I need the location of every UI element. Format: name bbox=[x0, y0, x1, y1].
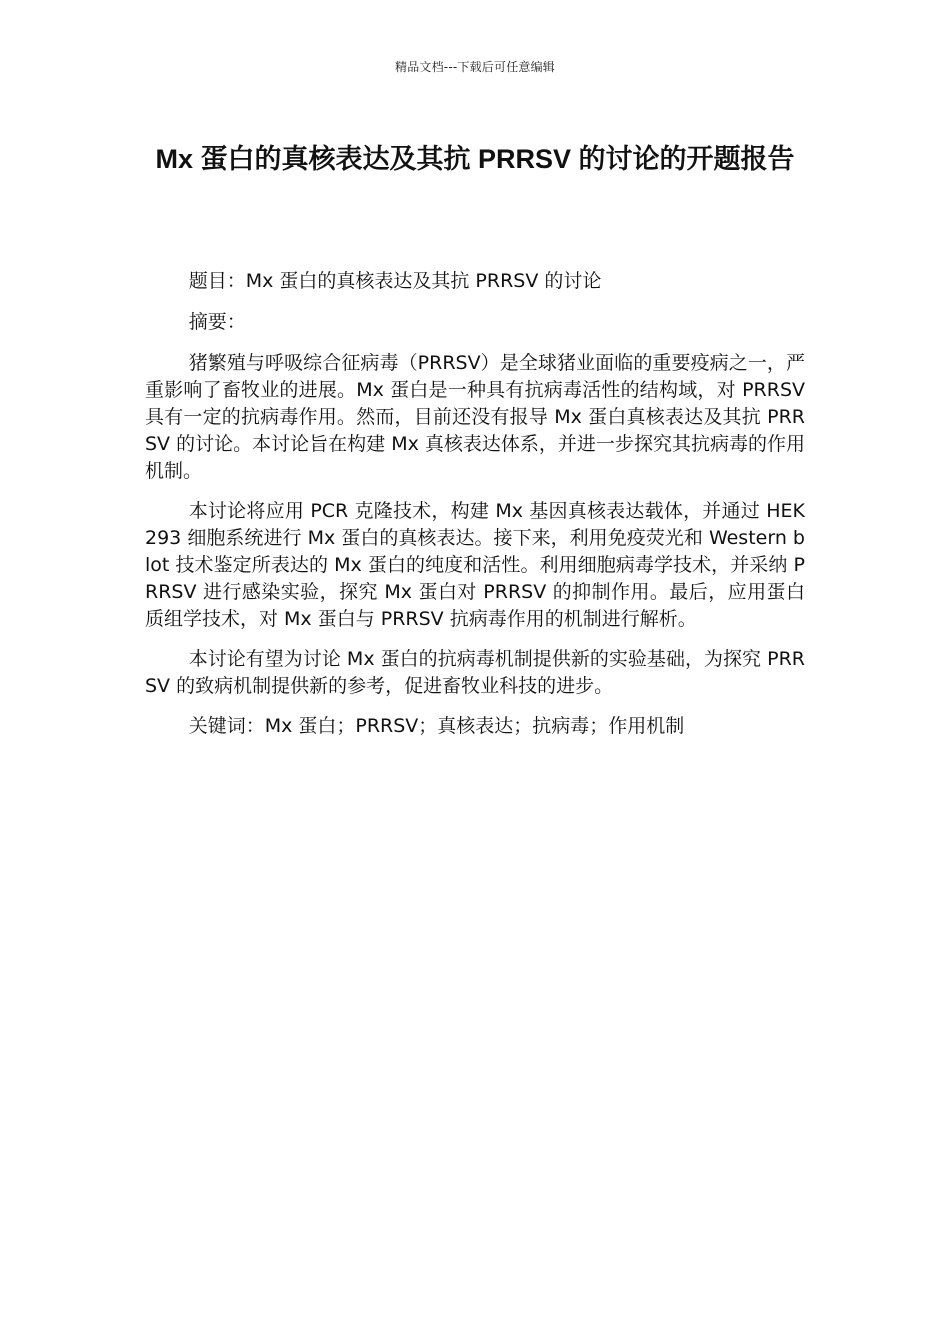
abstract-paragraph: 猪繁殖与呼吸综合征病毒（PRRSV）是全球猪业面临的重要疫病之一，严重影响了畜牧业的进展。Mx 蛋白是一种具有抗病毒活性的结构域，对 PRRSV 具有一定的抗病毒作用。然而，目前还没有报导 Mx 蛋白真核表达及其抗 PRRSV 的讨论。本讨论旨在构建 Mx 真核表达体系，并进一步探究其抗病毒的作用机制。 bbox=[145, 352, 805, 482]
abstract-label: 摘要： bbox=[188, 311, 246, 333]
document-title: Mx 蛋白的真核表达及其抗 PRRSV 的讨论的开题报告 bbox=[155, 144, 795, 174]
keywords-line: 关键词：Mx 蛋白；PRRSV；真核表达；抗病毒；作用机制 bbox=[188, 715, 685, 737]
header-note: 精品文档---下载后可任意编辑 bbox=[395, 60, 555, 74]
abstract-paragraph: 本讨论有望为讨论 Mx 蛋白的抗病毒机制提供新的实验基础，为探究 PRRSV 的致病机制提供新的参考，促进畜牧业科技的进步。 bbox=[145, 648, 805, 697]
topic-line: 题目：Mx 蛋白的真核表达及其抗 PRRSV 的讨论 bbox=[188, 270, 602, 292]
document-body bbox=[145, 268, 805, 754]
abstract-paragraph: 本讨论将应用 PCR 克隆技术，构建 Mx 基因真核表达载体，并通过 HEK293 细胞系统进行 Mx 蛋白的真核表达。接下来，利用免疫荧光和 Western blot 技术鉴定所表达的 Mx 蛋白的纯度和活性。利用细胞病毒学技术，并采纳 PRRSV 进行感染实验，探究 Mx 蛋白对 PRRSV 的抑制作用。最后，应用蛋白质组学技术，对 Mx 蛋白与 PRRSV 抗病毒作用的机制进行解析。 bbox=[145, 500, 805, 630]
